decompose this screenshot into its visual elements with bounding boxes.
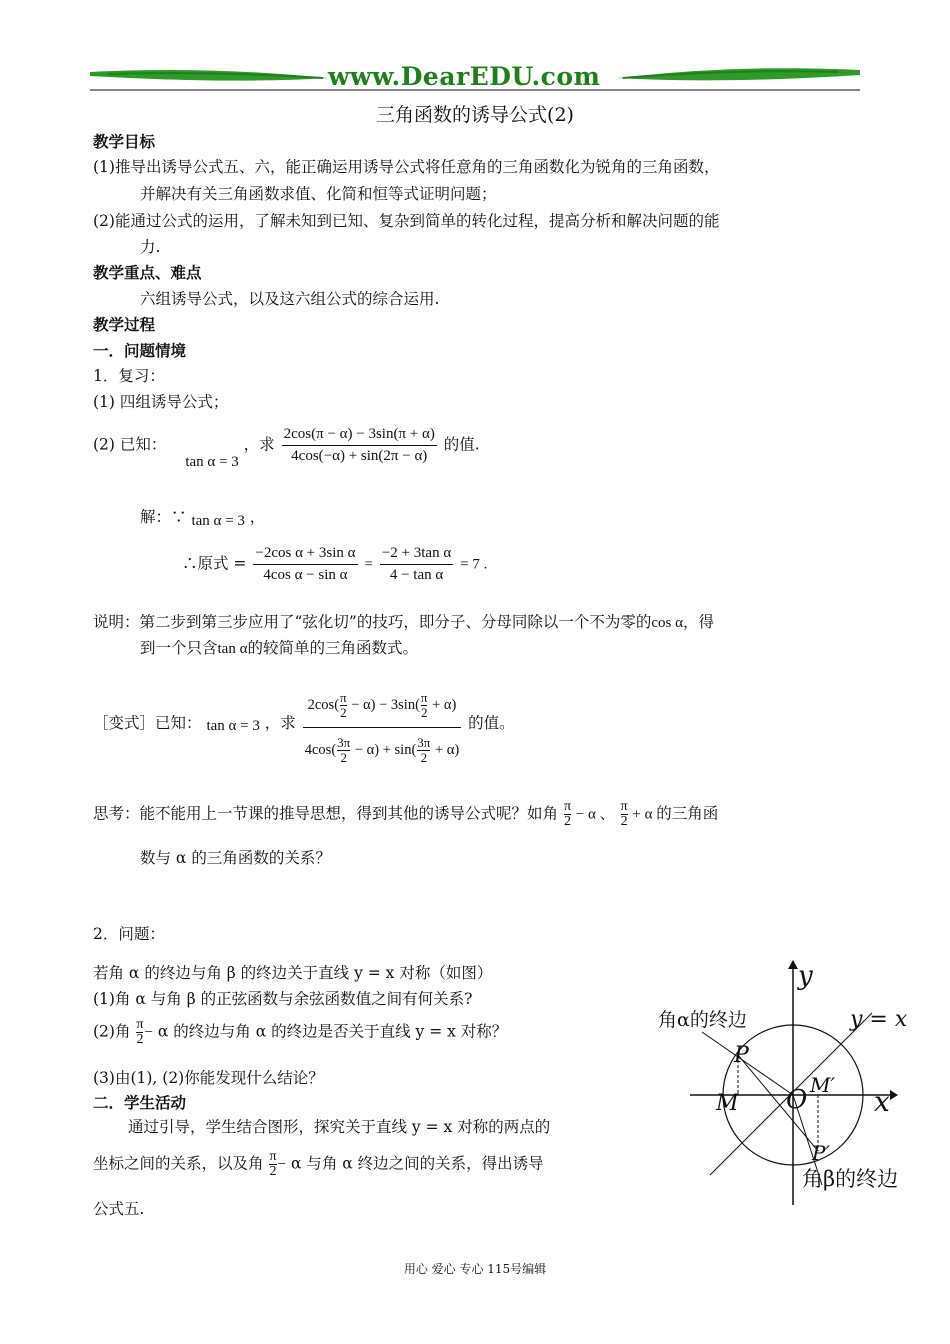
page-title: 三角函数的诱导公式(2) xyxy=(376,104,574,126)
example-2 xyxy=(93,424,480,470)
unit-circle-figure xyxy=(650,955,920,1215)
example-numerator: 2cos(π − α) − 3sin(π + α) xyxy=(282,424,437,446)
fig-x-label: x xyxy=(874,1085,890,1118)
think-text-b: 的三角函 xyxy=(656,804,719,823)
review-item-1: (1) 四组诱导公式； xyxy=(93,393,229,411)
fig-P-label: P xyxy=(734,1043,749,1068)
section-2-heading: 二．学生活动 xyxy=(93,1094,187,1112)
think-line-1: 思考：能不能用上一节课的推导思想，得到其他的诱导公式呢？如角 $\frac{\pi}{2}$ − α 、 $\frac{\pi}{2}$ + α 的三角函 xyxy=(93,799,719,829)
step2-denominator: 4 − tan α xyxy=(389,567,444,583)
question-3: (3)由(1), (2)你能发现什么结论？ xyxy=(93,1069,324,1087)
key-points-text: 六组诱导公式，以及这六组公式的综合运用. xyxy=(140,290,440,308)
variant-prefix: ［变式］已知： xyxy=(93,714,202,732)
question-heading: 2．问题： xyxy=(93,925,165,943)
note-tan: tan α xyxy=(217,641,248,657)
note-line-2 xyxy=(140,636,418,658)
question-2-b: α 的终边与角 α 的终边是否关于直线 y = x 对称？ xyxy=(157,1022,508,1041)
fig-line-label: y = x xyxy=(850,1007,908,1032)
variant-fraction: 2cos( $\frac{\pi}{2}$ − α) − 3sin( $\frac{\pi}{2}$ + α) 4cos( $\frac{3\pi}{2}$ − α) + sin( $\frac{3\pi}{2}$ + α) xyxy=(303,683,461,772)
objective-1-line2: 并解决有关三角函数求值、化简和恒等式证明问题； xyxy=(140,185,497,203)
x-arrow-icon xyxy=(890,1090,898,1100)
review-label: 1．复习： xyxy=(93,367,165,385)
variant-ask: ，求 xyxy=(264,714,296,732)
step2-numerator: −2 + 3tan α xyxy=(380,543,453,565)
therefore-text: ∴原式 = xyxy=(182,554,247,573)
fig-alpha-side-label: 角α的终边 xyxy=(658,1009,747,1031)
header-logo xyxy=(88,60,862,96)
note-text-c: 到一个只含 xyxy=(140,639,218,657)
solution-line xyxy=(140,505,265,527)
value-of-text: 的值. xyxy=(443,435,480,454)
objective-2-line1: (2)能通过公式的运用，了解未知到已知、复杂到简单的转化过程，提高分析和解决问题的能 xyxy=(93,212,720,230)
logo-text: www.DearEDU.com xyxy=(328,62,601,91)
fig-Pprime-label: P′ xyxy=(812,1141,830,1165)
activity-text-b: α 与角 α 终边之间的关系，得出诱导 xyxy=(290,1154,544,1173)
objective-2-line2: 力. xyxy=(140,238,161,256)
footer-text: 用心 爱心 专心 115号编辑 xyxy=(403,1262,547,1276)
solution-tan: tan α = 3 xyxy=(191,513,245,529)
note-text-a: 说明：第二步到第三步应用了“弦化切”的技巧，即分子、分母同除以一个不为零的 xyxy=(93,613,652,631)
solution-comma: ， xyxy=(249,508,266,526)
think-text-a: 思考：能不能用上一节课的推导思想，得到其他的诱导公式呢？如角 xyxy=(93,804,559,823)
think-line-2: 数与 α 的三角函数的关系？ xyxy=(140,849,331,867)
objective-1-line1: (1)推导出诱导公式五、六，能正确运用诱导公式将任意角的三角函数化为锐角的三角函数， xyxy=(93,158,720,176)
activity-text-a: 坐标之间的关系，以及角 xyxy=(93,1154,264,1173)
question-2-a: (2)角 xyxy=(93,1022,131,1041)
key-points-heading: 教学重点、难点 xyxy=(93,264,202,282)
step1-fraction xyxy=(253,543,357,586)
fig-y-label: y xyxy=(798,961,813,991)
solution-prefix: 解：∵ xyxy=(140,508,187,526)
ask-text: ，求 xyxy=(243,435,275,454)
activity-line-1: 通过引导，学生结合图形，探究关于直线 y = x 对称的两点的 xyxy=(128,1118,551,1136)
section-1-heading: 一．问题情境 xyxy=(93,342,187,360)
note-line-1 xyxy=(93,610,714,632)
activity-line-2: 坐标之间的关系，以及角 $\frac{\pi}{2}$ − α 与角 α 终边之间的关系，得出诱导 xyxy=(93,1149,544,1179)
note-text-d: 的较简单的三角函数式。 xyxy=(247,639,418,657)
activity-line-3: 公式五. xyxy=(93,1200,145,1218)
note-text-b: ，得 xyxy=(682,613,714,631)
example-fraction xyxy=(282,424,437,467)
example-denominator: 4cos(−α) + sin(2π − α) xyxy=(291,448,428,464)
fig-O-label: O xyxy=(786,1085,808,1115)
tan-condition: tan α = 3 xyxy=(185,453,239,470)
variant-tan: tan α = 3 xyxy=(206,718,260,734)
objectives-heading: 教学目标 xyxy=(93,133,156,151)
question-2: (2)角 $\frac{\pi}{2}$ − α 的终边与角 α 的终边是否关于直线 y = x 对称？ xyxy=(93,1017,508,1047)
y-arrow-icon xyxy=(788,960,798,969)
process-heading: 教学过程 xyxy=(93,316,156,334)
note-cos: cos α xyxy=(651,615,683,631)
step2-fraction xyxy=(380,543,453,586)
question-intro: 若角 α 的终边与角 β 的终边关于直线 y = x 对称（如图） xyxy=(93,964,493,982)
fig-M-label: M xyxy=(716,1091,739,1116)
variant-line xyxy=(93,683,515,772)
fig-beta-side-label: 角β的终边 xyxy=(802,1167,899,1191)
question-1: (1)角 α 与角 β 的正弦函数与余弦函数值之间有何关系? xyxy=(93,990,473,1008)
step1-denominator: 4cos α − sin α xyxy=(263,567,348,583)
fig-Mprime-label: M′ xyxy=(810,1073,836,1097)
step1-numerator: −2cos α + 3sin α xyxy=(253,543,357,565)
variant-suffix: 的值。 xyxy=(468,714,515,732)
result-text: = 7 . xyxy=(460,556,488,573)
solution-steps: ∴原式 = $\frac{\text{−2cos α + 3sin α}}{\text{4cos α − sin α}}$ = $\frac{\text{−2 + 3tan α}}{\text{4 − tan α}}$ = 7 . xyxy=(182,543,487,586)
example-2-prefix: (2) 已知： xyxy=(93,435,167,454)
